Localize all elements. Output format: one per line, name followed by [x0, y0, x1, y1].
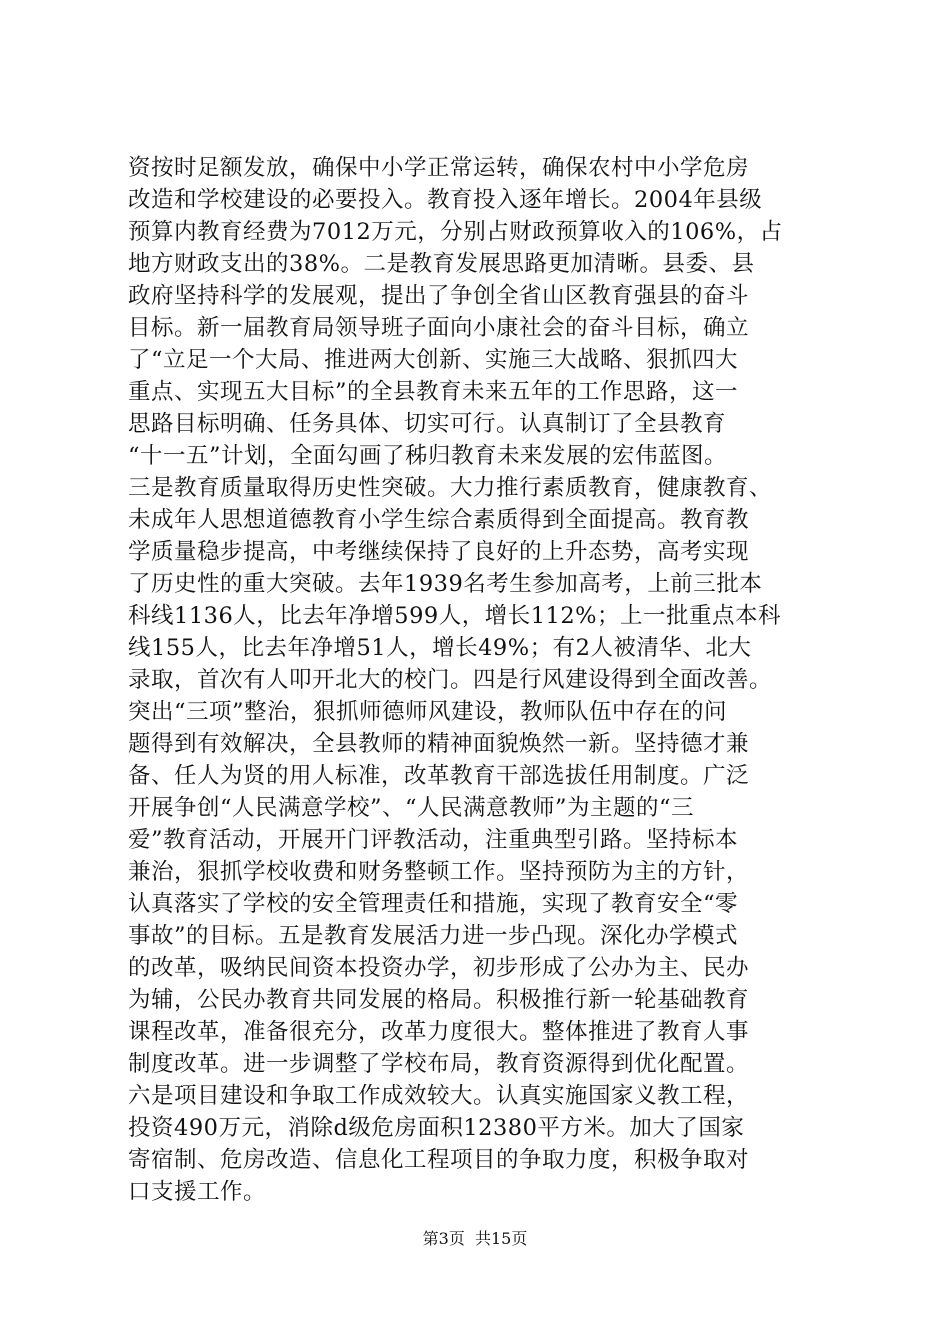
- text-line: 制度改革。进一步调整了学校布局，教育资源得到优化配置。: [128, 1051, 750, 1077]
- text-line: 题得到有效解决，全县教师的精神面貌焕然一新。坚持德才兼: [128, 731, 750, 757]
- text-line: 备、任人为贤的用人标准，改革教育干部选拔任用制度。广泛: [128, 763, 750, 789]
- text-line: 课程改革，准备很充分，改革力度很大。整体推进了教育人事: [128, 1019, 750, 1045]
- text-line: 政府坚持科学的发展观，提出了争创全省山区教育强县的奋斗: [128, 283, 750, 309]
- text-line: 录取，首次有人叩开北大的校门。四是行风建设得到全面改善。: [128, 667, 773, 693]
- text-line: 六是项目建设和争取工作成效较大。认真实施国家义教工程，: [128, 1083, 750, 1109]
- text-line: 思路目标明确、任务具体、切实可行。认真制订了全县教育: [128, 411, 727, 437]
- text-line: 改造和学校建设的必要投入。教育投入逐年增长。2004年县级: [128, 187, 763, 213]
- text-line: 事故”的目标。五是教育发展活力进一步凸现。深化办学模式: [128, 923, 739, 949]
- text-line: 寄宿制、危房改造、信息化工程项目的争取力度，积极争取对: [128, 1147, 750, 1173]
- text-line: 目标。新一届教育局领导班子面向小康社会的奋斗目标，确立: [128, 315, 750, 341]
- text-line: 重点、实现五大目标”的全县教育未来五年的工作思路，这一: [128, 379, 739, 405]
- text-line: 突出“三项”整治，狠抓师德师风建设，教师队伍中存在的问: [128, 699, 728, 725]
- text-line: “十一五”计划，全面勾画了秭归教育未来发展的宏伟蓝图。: [128, 443, 728, 469]
- text-line: 的改革，吸纳民间资本投资办学，初步形成了公办为主、民办: [128, 955, 750, 981]
- text-line: 口支援工作。: [128, 1179, 267, 1205]
- text-line: 资按时足额发放，确保中小学正常运转，确保农村中小学危房: [128, 155, 750, 181]
- text-line: 投资490万元，消除d级危房面积12380平方米。加大了国家: [128, 1115, 745, 1141]
- text-line: 开展争创“人民满意学校”、“人民满意教师”为主题的“三: [128, 795, 695, 821]
- text-line: 了历史性的重大突破。去年1939名考生参加高考，上前三批本: [128, 571, 763, 597]
- text-line: 三是教育质量取得历史性突破。大力推行素质教育，健康教育、: [128, 475, 773, 501]
- text-line: 学质量稳步提高，中考继续保持了良好的上升态势，高考实现: [128, 539, 750, 565]
- text-line: 预算内教育经费为7012万元，分别占财政预算收入的106%，占: [128, 219, 783, 245]
- text-line: 兼治，狠抓学校收费和财务整顿工作。坚持预防为主的方针，: [128, 859, 750, 885]
- text-line: 为辅，公民办教育共同发展的格局。积极推行新一轮基础教育: [128, 987, 750, 1013]
- text-line: 未成年人思想道德教育小学生综合素质得到全面提高。教育教: [128, 507, 750, 533]
- text-line: 爱”教育活动，开展开门评教活动，注重典型引路。坚持标本: [128, 827, 739, 853]
- text-line: 了“立足一个大局、推进两大创新、实施三大战略、狠抓四大: [128, 347, 739, 373]
- text-line: 地方财政支出的38%。二是教育发展思路更加清晰。县委、县: [128, 251, 755, 277]
- text-line: 认真落实了学校的安全管理责任和措施，实现了教育安全“零: [128, 891, 739, 917]
- text-line: 线155人，比去年净增51人，增长49%；有2人被清华、北大: [128, 635, 752, 661]
- body-text: [128, 152, 848, 1208]
- text-line: 科线1136人，比去年净增599人，增长112%；上一批重点本科: [128, 603, 782, 629]
- page-footer: 第3页 共15页: [422, 1229, 528, 1248]
